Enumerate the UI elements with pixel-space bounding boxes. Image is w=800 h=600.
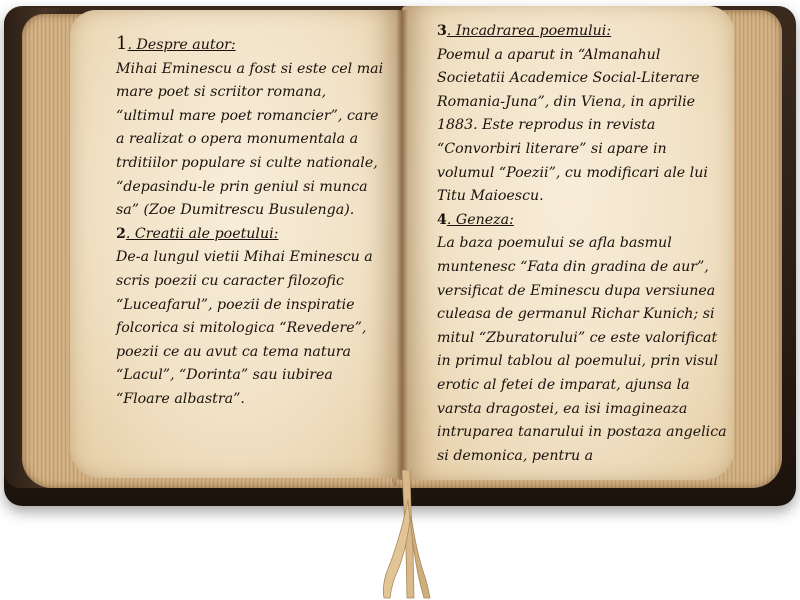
section-number: 1 <box>116 33 128 54</box>
section-title: . Creatii ale poetului: <box>125 225 279 242</box>
right-page-text <box>437 20 727 472</box>
section-body: Poemul a aparut in “Almanahul Societatii Academice Social-Literare Romania-Juna”, din Viena, in aprilie 1883. Este reprodus in revista “Convorbiri literare” si apare in volumul “Poezii”, cu modificari ale lui Titu Maioescu. <box>437 46 708 205</box>
left-page-text <box>116 32 386 412</box>
section-body: De-a lungul vietii Mihai Eminescu a scris poezii cu caracter filozofic “Luceafarul”, poezii de inspiratie folcorica si mitologica “Revedere”, poezii ce au avut ca tema natura “Lacul”, “Dorinta” sau iubirea “Floare albastra”. <box>116 249 373 407</box>
section-heading-4 <box>437 209 727 233</box>
book-gutter <box>396 10 408 480</box>
section-number: 2 <box>116 225 126 242</box>
section-heading-2 <box>116 223 386 247</box>
section-number: 3 <box>437 23 447 39</box>
section-heading-1 <box>116 32 386 58</box>
section-heading-3 <box>437 20 727 44</box>
section-number: 4 <box>437 211 447 228</box>
section-body: La baza poemului se afla basmul muntenesc “Fata din gradina de aur”, versificat de Eminescu dupa versiunea culeasa de germanul Richar Kunich; si mitul “Zburatorului” ce este valorificat in primul tablou al poemului, prin visul erotic al fetei de imparat, ajunsa la varsta dragostei, ea isi imagineaza intruparea tanarului in postaza angelica si demonica, pentru a <box>437 235 727 464</box>
section-title: . Despre autor: <box>127 37 236 53</box>
section-body: Mihai Eminescu a fost si este cel mai mare poet si scriitor romana, “ultimul mare poet romancier”, care a realizat o opera monumentala a trditiilor populare si culte nationale, “depasindu-le prin geniul si munca sa” (Zoe Dumitrescu Busulenga). <box>116 60 384 219</box>
section-title: . Incadrarea poemului: <box>446 23 612 39</box>
section-title: . Geneza: <box>446 211 514 228</box>
bookmark-ribbon-icon <box>380 470 440 600</box>
